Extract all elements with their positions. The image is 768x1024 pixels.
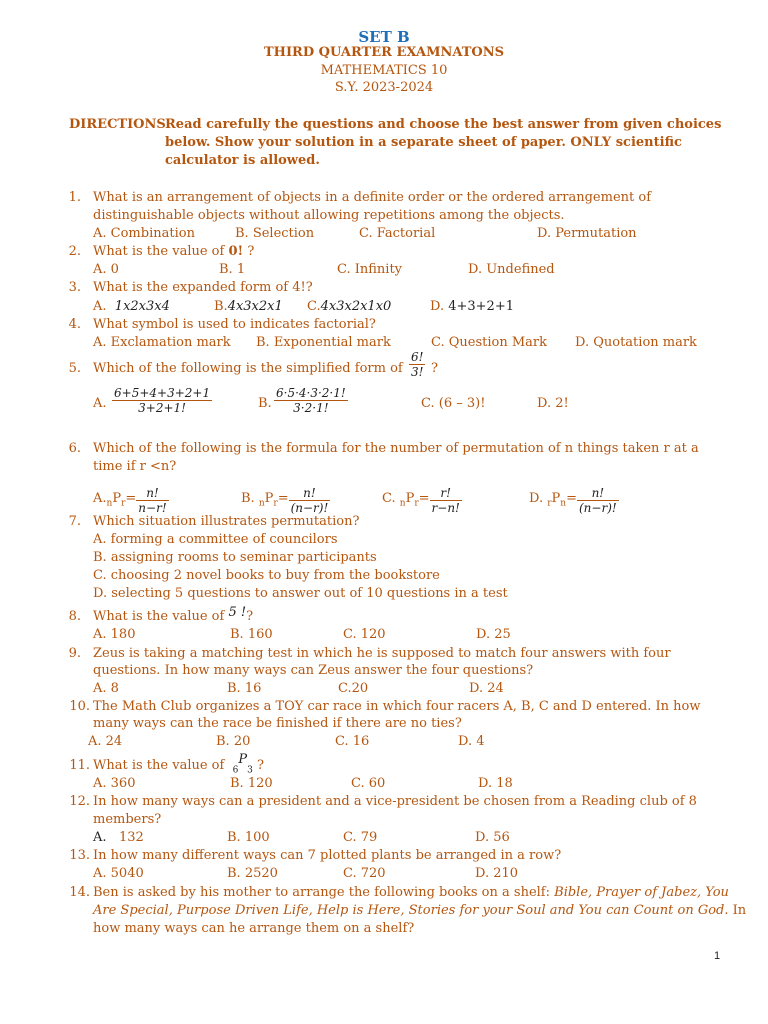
question-number: 2. [68,244,81,259]
question-number: 10. [69,699,90,714]
choice-b: B. 100 [227,830,270,845]
fraction: $\frac{6!}{3!}$ [411,350,424,379]
question-number: 8. [68,609,81,624]
question-number: 6. [68,441,81,456]
choice-b: B. 20 [216,734,251,749]
question-number: 3. [68,280,81,295]
choice-a: A. Combination [93,226,195,241]
choice-a: A. 180 [93,627,136,642]
choice-c: C.4x3x2x1x0 [307,299,392,314]
choice-c: C. $_nP_r=$ $\frac{r!}{r-n!}$ [382,486,460,515]
choice-c: C.20 [338,681,369,696]
question-text: What is the value of $_6P_3$ ? [93,752,264,776]
choice-d: D. 4 [458,734,485,749]
choice-d: D. 18 [478,776,513,791]
choice-b: B. 160 [230,627,273,642]
choice-d: D. 4+3+2+1 [430,299,514,314]
question-text: What is the value of 0! ? [93,244,255,259]
fraction: $\frac{6+5+4+3+2+1}{3+2+1!}$ [114,386,211,415]
choice-d: D. 2! [537,396,569,411]
choice-d: D. Permutation [537,226,637,241]
choice-d: D. Quotation mark [575,335,697,350]
choice-a: A. 360 [93,776,136,791]
question-text: Are Special, Purpose Driven Life, Help is Here, Stories for your Soul and You can Count on God. In [93,903,747,918]
question-number: 11. [69,758,90,773]
choice-a: A. Exclamation mark [93,335,231,350]
choice-b: B. 120 [230,776,273,791]
question-number: 12. [69,794,90,809]
choice-c: C. 16 [335,734,370,749]
choice-a: A. forming a committee of councilors [93,532,338,547]
question-text: time if r <n? [93,459,177,474]
choice-b: B. 16 [227,681,262,696]
choice-b: B. $_nP_r=$ $\frac{n!}{(n-r)!}$ [241,486,329,515]
choice-a: A. 5040 [93,866,144,881]
choice-a: A. 0 [93,262,119,277]
subject-title: MATHEMATICS 10 [320,63,448,78]
question-text: Which of the following is the formula for the number of permutation of n things taken r at a [93,441,699,456]
choice-a: A. 132 [93,830,144,845]
question-text: ? [431,361,438,376]
choice-b: B. 1 [219,262,246,277]
question-text: many ways can the race be finished if there are no ties? [93,716,462,731]
choice-d: D. Undefined [468,262,555,277]
choice-c: C. (6 – 3)! [421,396,486,411]
question-number: 14. [69,885,90,900]
fraction: $\frac{6\cdot 5\cdot 4\cdot 3\cdot 2\cdot 1!}{3\cdot 2\cdot 1!}$ [276,386,346,415]
choice-b: B. 2520 [227,866,278,881]
question-text: What symbol is used to indicates factorial? [93,317,376,332]
directions-label: DIRECTIONS: [69,117,171,132]
school-year: S.Y. 2023-2024 [334,80,434,95]
question-text: In how many ways can a president and a vice-president be chosen from a Reading club of 8 [93,794,697,809]
choice-c: C. choosing 2 novel books to buy from the bookstore [93,568,440,583]
exam-title: THIRD QUARTER EXAMNATONS [263,45,504,60]
choice-c: C. Infinity [337,262,403,277]
choice-c: C. 60 [351,776,386,791]
choice-c: C. 720 [343,866,386,881]
choice-d: D. 25 [476,627,511,642]
choice-a: A. 1x2x3x4 [93,299,170,314]
question-number: 1. [68,190,81,205]
choice-b: B. [258,396,272,411]
choice-d: D. 24 [469,681,504,696]
set-label: SET B [358,28,410,46]
question-text: The Math Club organizes a TOY car race in which four racers A, B, C and D entered. In how [93,699,701,714]
choice-b: B. assigning rooms to seminar participants [93,550,377,565]
choice-a: A. 8 [93,681,119,696]
choice-c: C. Factorial [359,226,436,241]
choice-b: B. Exponential mark [256,335,391,350]
question-number: 13. [69,848,90,863]
question-text: Zeus is taking a matching test in which he is supposed to match four answers with four [93,646,671,661]
question-text: What is an arrangement of objects in a definite order or the ordered arrangement of [93,190,652,205]
choice-d: D. selecting 5 questions to answer out of 10 questions in a test [93,586,508,601]
choice-a: $A._nP_r=$ $\frac{n!}{n-r!}$ [93,486,167,515]
question-number: 5. [68,361,81,376]
question-number: 7. [68,514,81,529]
choice-d: D. 210 [475,866,519,881]
choice-c: C. Question Mark [431,335,548,350]
directions-text: Read carefully the questions and choose the best answer from given choices below. Show your solution in a separate sheet of paper. ONLY scientific calculator is allowed. [165,117,722,168]
question-number: 9. [68,646,81,661]
choice-b: B. Selection [235,226,315,241]
page-number: 1 [714,950,721,962]
choice-b: B.4x3x2x1 [214,299,283,314]
question-text: In how many different ways can 7 plotted plants be arranged in a row? [93,848,562,863]
choice-d: D. $_rP_n=$ $\frac{n!}{(n-r)!}$ [529,486,617,515]
choice-a: A. 24 [88,734,123,749]
question-text: questions. In how many ways can Zeus answer the four questions? [93,663,534,678]
question-number: 4. [68,317,81,332]
choice-c: C. 79 [343,830,378,845]
choice-a: A. [93,396,107,411]
question-text: members? [93,812,162,827]
question-text: Which situation illustrates permutation? [93,514,360,529]
question-text: distinguishable objects without allowing repetitions among the objects. [93,208,565,223]
choice-d: D. 56 [475,830,510,845]
question-text: Ben is asked by his mother to arrange the following books on a shelf: Bible, Prayer of Jabez, You [93,885,729,900]
question-text: Which of the following is the simplified form of [93,361,403,376]
question-text: What is the value of 5 !? [93,605,254,624]
choice-c: C. 120 [343,627,386,642]
question-text: What is the expanded form of 4!? [93,280,313,295]
question-text: how many ways can he arrange them on a shelf? [93,921,415,936]
